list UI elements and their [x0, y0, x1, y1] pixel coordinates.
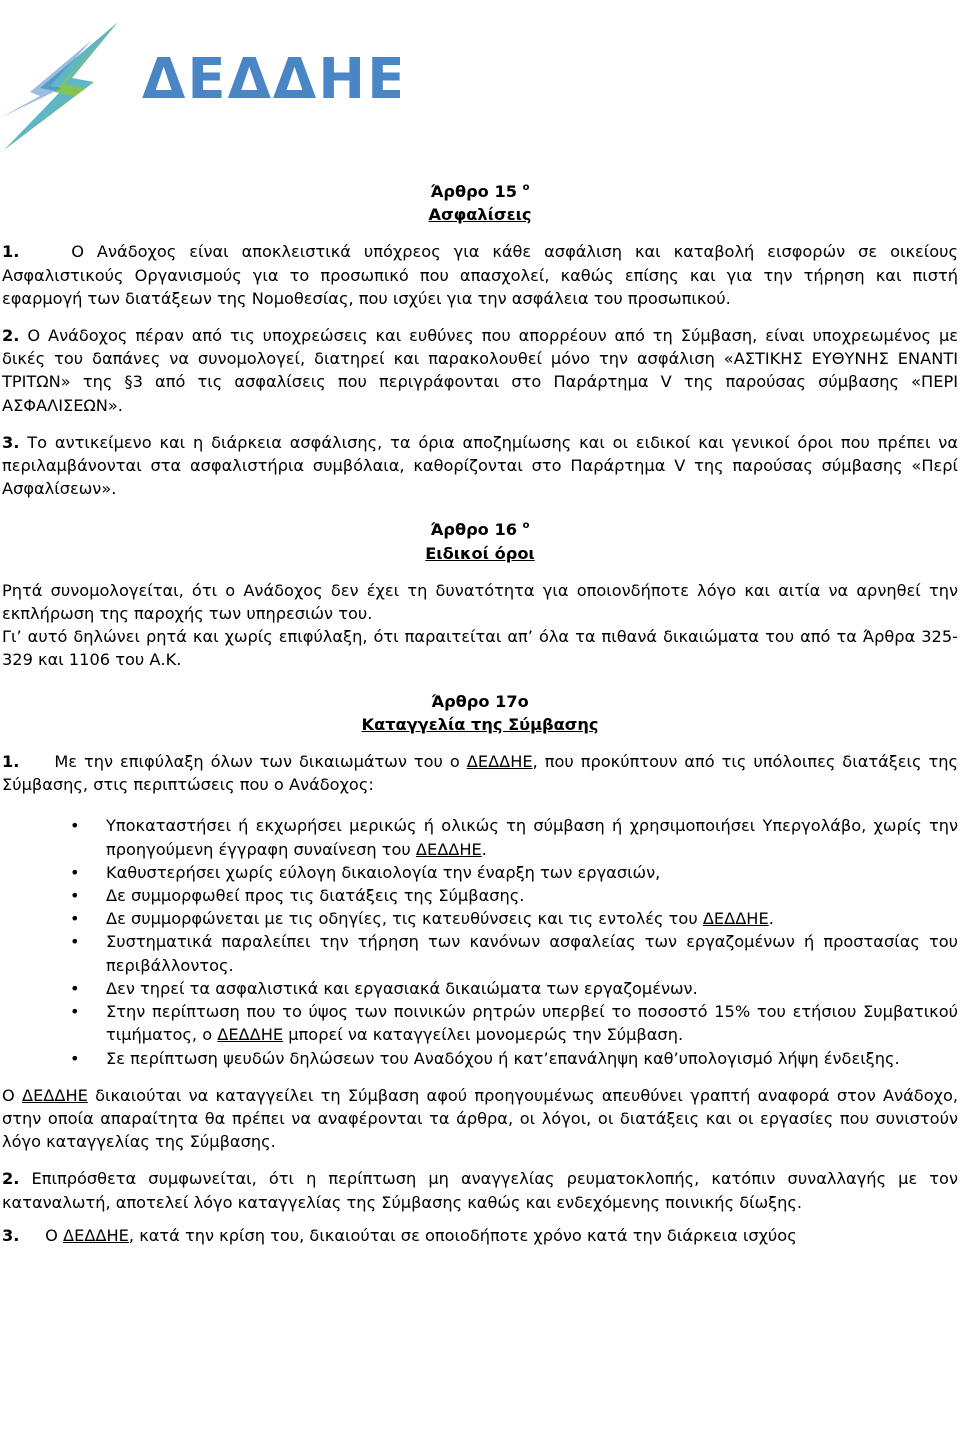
logo-graphic: [0, 0, 400, 160]
article-15-subtitle: Ασφαλίσεις: [428, 205, 532, 225]
list-item: • Στην περίπτωση που το ύψος των ποινικών ρητρών υπερβεί το ποσοστό 15% του ετήσιου Συμβατικού τιμήματος, ο ΔΕΔΔΗΕ μπορεί να καταγγείλει μονομερώς την Σύμβαση.: [70, 1002, 958, 1045]
article-16-subtitle: Ειδικοί όροι: [425, 543, 535, 563]
list-item: • Καθυστερήσει χωρίς εύλογη δικαιολογία την έναρξη των εργασιών,: [70, 862, 661, 882]
article-15-title: Άρθρο 15 $^o$: [430, 182, 530, 201]
article-16-paragraph-1: Ρητά συνομολογείται, ότι ο Ανάδοχος δεν έχει τη δυνατότητα για οποιονδήποτε λόγο και αιτία να αρνηθεί την εκπλήρωση της παροχής των υπηρεσιών του.: [2, 580, 958, 624]
list-item: • Δε συμμορφώνεται με τις οδηγίες, τις κατευθύνσεις και τις εντολές του ΔΕΔΔΗΕ.: [70, 909, 774, 929]
list-item: • Δε συμμορφωθεί προς τις διατάξεις της Σύμβασης.: [70, 886, 525, 906]
list-item: • Υποκαταστήσει ή εκχωρήσει μερικώς ή ολικώς τη σύμβαση ή χρησιμοποιήσει Υπεργολάβο, χωρίς την προηγούμενη έγγραφη συναίνεση του ΔΕΔΔΗΕ.: [70, 816, 958, 859]
logo-text: ΔΕΔΔΗΕ: [142, 47, 400, 112]
deddie-logo: [0, 0, 400, 160]
article-15-paragraph-3: 3. Το αντικείμενο και η διάρκεια ασφάλισης, τα όρια αποζημίωσης και οι ειδικοί και γενικοί όροι που πρέπει να περιλαμβάνονται στα ασφαλιστήρια συμβόλαια, καθορίζονται στο Παράρτημα V της παρούσας σύμβασης «Περί Ασφαλίσεων».: [2, 432, 958, 499]
logo-bolt-blue: [0, 40, 92, 118]
article-17-paragraph-4: 3. Ο ΔΕΔΔΗΕ, κατά την κρίση του, δικαιούται σε οποιοδήποτε χρόνο κατά την διάρκεια ισχύος: [2, 1225, 797, 1245]
article-17-title: Άρθρο 17ο: [431, 691, 529, 711]
article-17-paragraph-2: Ο ΔΕΔΔΗΕ δικαιούται να καταγγείλει τη Σύμβαση αφού προηγουμένως απευθύνει γραπτή αναφορά στον Ανάδοχο, στην οποία απαραίτητα θα πρέπει να αναφέρονται τα άρθρα, οι λόγοι, οι διατάξεις και οι εργασίες που συνιστούν λόγο καταγγελίας της Σύμβασης.: [2, 1085, 959, 1152]
termination-conditions-list: [2, 814, 958, 1069]
list-item: • Σε περίπτωση ψευδών δηλώσεων του Αναδόχου ή κατ’επανάληψη καθ’υπολογισμό λήψη ένδειξης.: [70, 1048, 900, 1068]
article-15-paragraph-2: 2. Ο Ανάδοχος πέραν από τις υποχρεώσεις και ευθύνες που απορρέουν από τη Σύμβαση, είναι υποχρεωμένος με δικές του δαπάνες να συνομολογεί, διατηρεί και παρακολουθεί μόνο την ασφάλιση «ΑΣΤΙΚΗΣ ΕΥΘΥΝΗΣ ΕΝΑΝΤΙ ΤΡΙΤΩΝ» της §3 από τις ασφαλίσεις που περιγράφονται στο Παράρτημα V της παρούσας σύμβασης «ΠΕΡΙ ΑΣΦΑΛΙΣΕΩΝ».: [2, 326, 958, 415]
article-16-title: Άρθρο 16 $^o$: [430, 520, 530, 540]
list-item: • Συστηματικά παραλείπει την τήρηση των κανόνων ασφαλείας των εργαζομένων ή προστασίας του περιβάλλοντος.: [70, 932, 958, 975]
article-17-paragraph-3: 2. Επιπρόσθετα συμφωνείται, ότι η περίπτωση μη αναγγελίας ρευματοκλοπής, κατόπιν συναλλαγής με τον καταναλωτή, αποτελεί λόγο καταγγελίας της Σύμβασης καθώς και ενδεχόμενης ποινικής δίωξης.: [2, 1169, 958, 1212]
list-item: • Δεν τηρεί τα ασφαλιστικά και εργασιακά δικαιώματα των εργαζομένων.: [70, 978, 698, 998]
article-15-paragraph-1: 1. Ο Ανάδοχος είναι αποκλειστικά υπόχρεος για κάθε ασφάλιση και καταβολή εισφορών σε οικείους Ασφαλιστικούς Οργανισμούς για το προσωπικό που απασχολεί, καθώς επίσης και για την τήρηση και πιστή εφαρμογή των διατάξεων της Νομοθεσίας, που ισχύει για την ασφάλεια του προσωπικού.: [2, 242, 958, 308]
article-17-paragraph-1: 1. Με την επιφύλαξη όλων των δικαιωμάτων του ο ΔΕΔΔΗΕ, που προκύπτουν από τις υπόλοιπες διατάξεις της Σύμβασης, στις περιπτώσεις που ο Ανάδοχος:: [2, 752, 959, 795]
logo-bolt-green: [4, 22, 118, 150]
article-17-subtitle: Καταγγελία της Σύμβασης: [361, 714, 599, 734]
document-body: [2, 180, 958, 1247]
article-16-paragraph-2: Γι’ αυτό δηλώνει ρητά και χωρίς επιφύλαξη, ότι παραιτείται απ’ όλα τα πιθανά δικαιώματα του από τα Άρθρα 325-329 και 1106 του Α.Κ.: [2, 627, 958, 670]
